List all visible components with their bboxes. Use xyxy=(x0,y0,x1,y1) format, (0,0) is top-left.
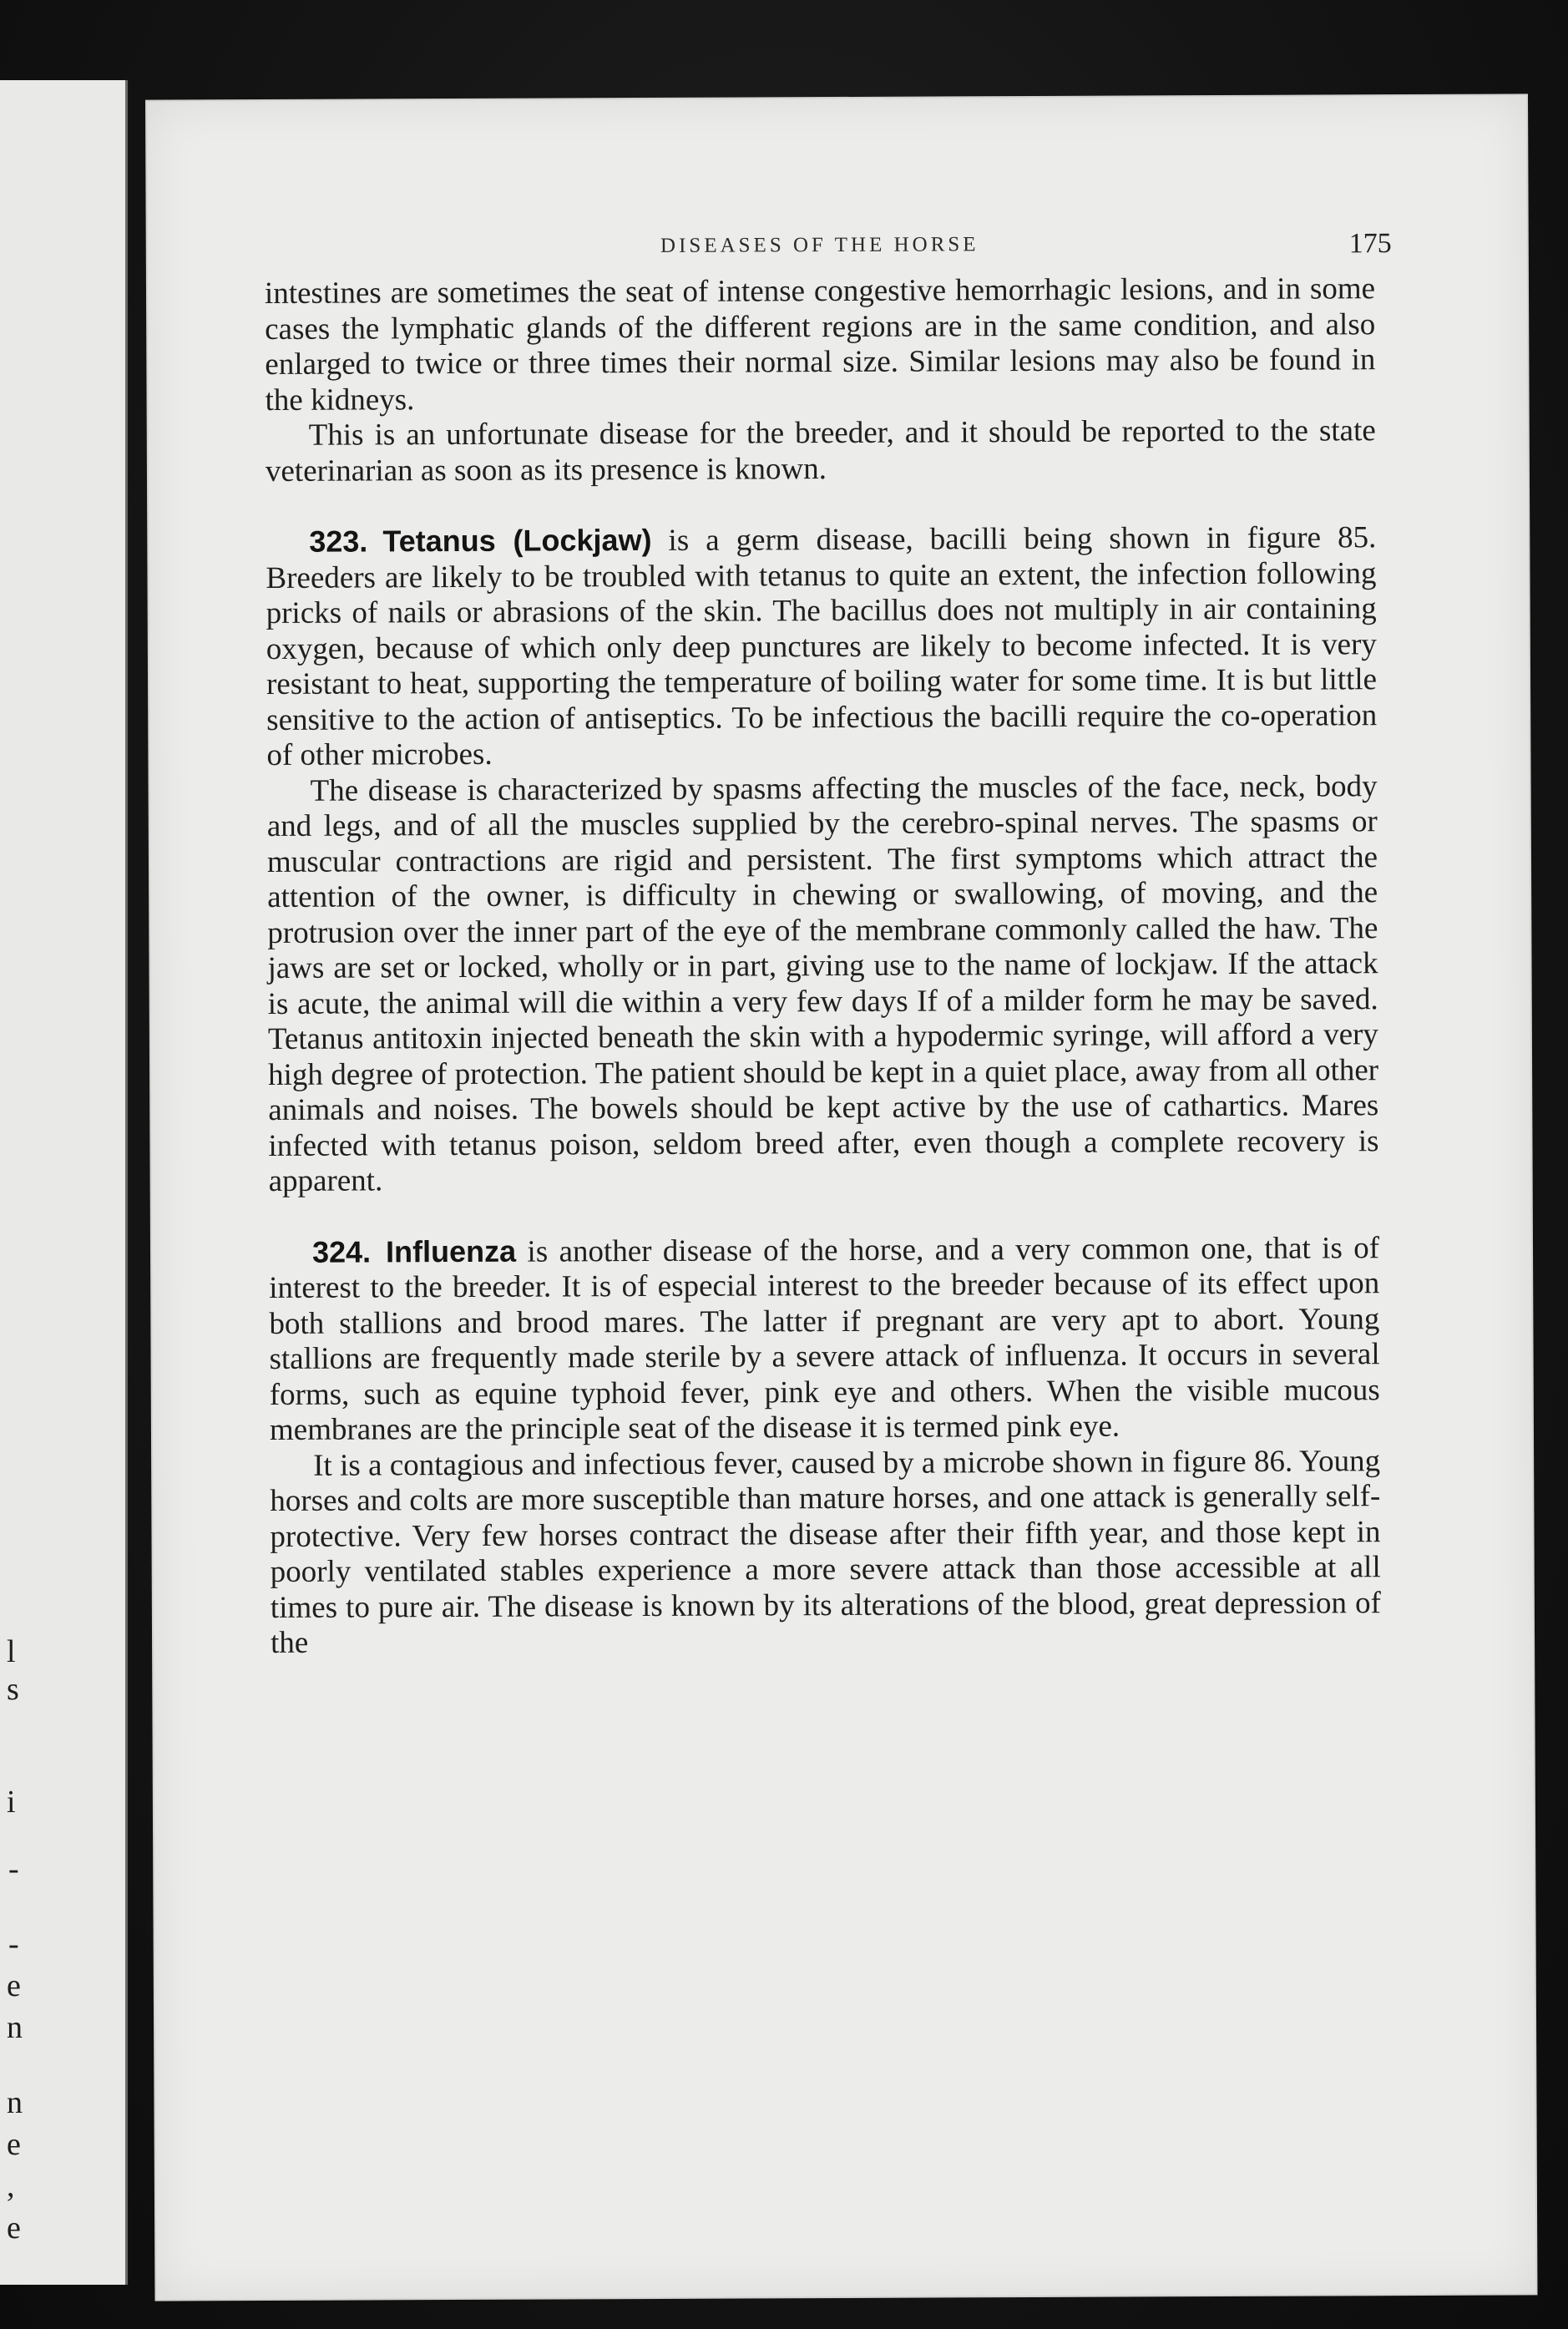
facing-page-fragment: e xyxy=(7,1968,21,2003)
paragraph: The disease is characterized by spasms affecting the muscles of the face, neck, body and legs, and of all the muscles supplied by the cerebro-spinal nerves. The spasms or muscular contractions are rigid and persistent. The first symptoms which attract the attention of the owner, is difficulty in chewing or swallowing, of moving, and the protrusion over the inner part of the eye of the membrane commonly called the haw. The jaws are set or locked, wholly or in part, giving use to the name of lockjaw. If the attack is acute, the animal will die within a very few days If of a milder form he may be saved. Tetanus antitoxin injected beneath the skin with a hypodermic syringe, will afford a very high degree of protection. The patient should be kept in a quiet place, away from all other animals and noises. The bowels should be kept active by the use of cathartics. Mares infected with tetanus poison, seldom breed after, even though a complete recovery is apparent. xyxy=(266,768,1379,1198)
section-influenza xyxy=(269,1230,1381,1662)
page-number: 175 xyxy=(1348,228,1392,260)
facing-page-fragment: s xyxy=(7,1672,19,1707)
facing-page-fragment: n xyxy=(7,2085,23,2120)
section-number: 323. xyxy=(309,524,368,559)
facing-page-fragment: l xyxy=(7,1634,16,1669)
section-title: Influenza xyxy=(386,1233,517,1268)
facing-page-fragment: - xyxy=(8,1851,19,1886)
paragraph: intestines are sometimes the seat of intense congestive hemorrhagic lesions, and in some cases the lymphatic glands of the different regions are in the same condition, and also enlarged to twice or three times their normal size. Similar lesions may also be found in the kidneys. xyxy=(264,271,1376,418)
section-lead-text: is another disease of the horse, and a very common one, that is of interest to the breeder. It is of especial interest to the breeder because of its effect upon both stallions and brood mares. The latter if pregnant are very apt to abort. Young stallions are frequently made sterile by a severe attack of influenza. It occurs in several forms, such as equine typhoid fever, pink eye and others. When the visible mucous membranes are the principle seat of the disease it is termed pink eye. xyxy=(269,1230,1380,1447)
page-content xyxy=(264,221,1392,1661)
running-head xyxy=(265,221,1392,276)
running-title: DISEASES OF THE HORSE xyxy=(660,233,979,257)
facing-page-fragment: n xyxy=(7,2010,23,2045)
facing-page-fragment: , xyxy=(7,2169,15,2204)
section-title: Tetanus (Lockjaw) xyxy=(382,522,652,559)
facing-page-fragment: e xyxy=(7,2210,21,2245)
paragraph: It is a contagious and infectious fever, caused by a microbe shown in figure 86. Young horses and colts are more susceptible than mature horses, and one attack is generally self-protective. Very few horses contract the disease after their fifth year, and those kept in poorly ventilated stables experience a more severe attack than those accessible at all times to pure air. The disease is known by its alterations of the blood, great depression of the xyxy=(270,1443,1381,1660)
section-lead-paragraph xyxy=(269,1230,1380,1449)
facing-page-fragment: i xyxy=(7,1785,16,1820)
facing-page-fragment: e xyxy=(7,2127,21,2162)
section-lead-text: is a germ disease, bacilli being shown in figure 85. Breeders are likely to be troubled with tetanus to quite an extent, the infection following pricks of nails or abrasions of the skin. The bacillus does not multiply in air containing oxygen, because of which only deep punctures are likely to become infected. It is very resistant to heat, supporting the temperature of boiling water for some time. It is but little sensitive to the action of antiseptics. To be infectious the bacilli require the co-operation of other microbes. xyxy=(266,520,1378,772)
paragraph: This is an unfortunate disease for the breeder, and it should be reported to the state veterinarian as soon as its presence is known. xyxy=(265,413,1376,489)
page-body xyxy=(265,271,1381,1661)
facing-page-fragment: - xyxy=(8,1926,19,1962)
section-lead-paragraph xyxy=(266,519,1377,773)
book-page xyxy=(147,95,1535,2299)
section-number: 324. xyxy=(311,1233,372,1269)
facing-page-edge xyxy=(0,80,128,2285)
section-tetanus xyxy=(266,519,1379,1199)
